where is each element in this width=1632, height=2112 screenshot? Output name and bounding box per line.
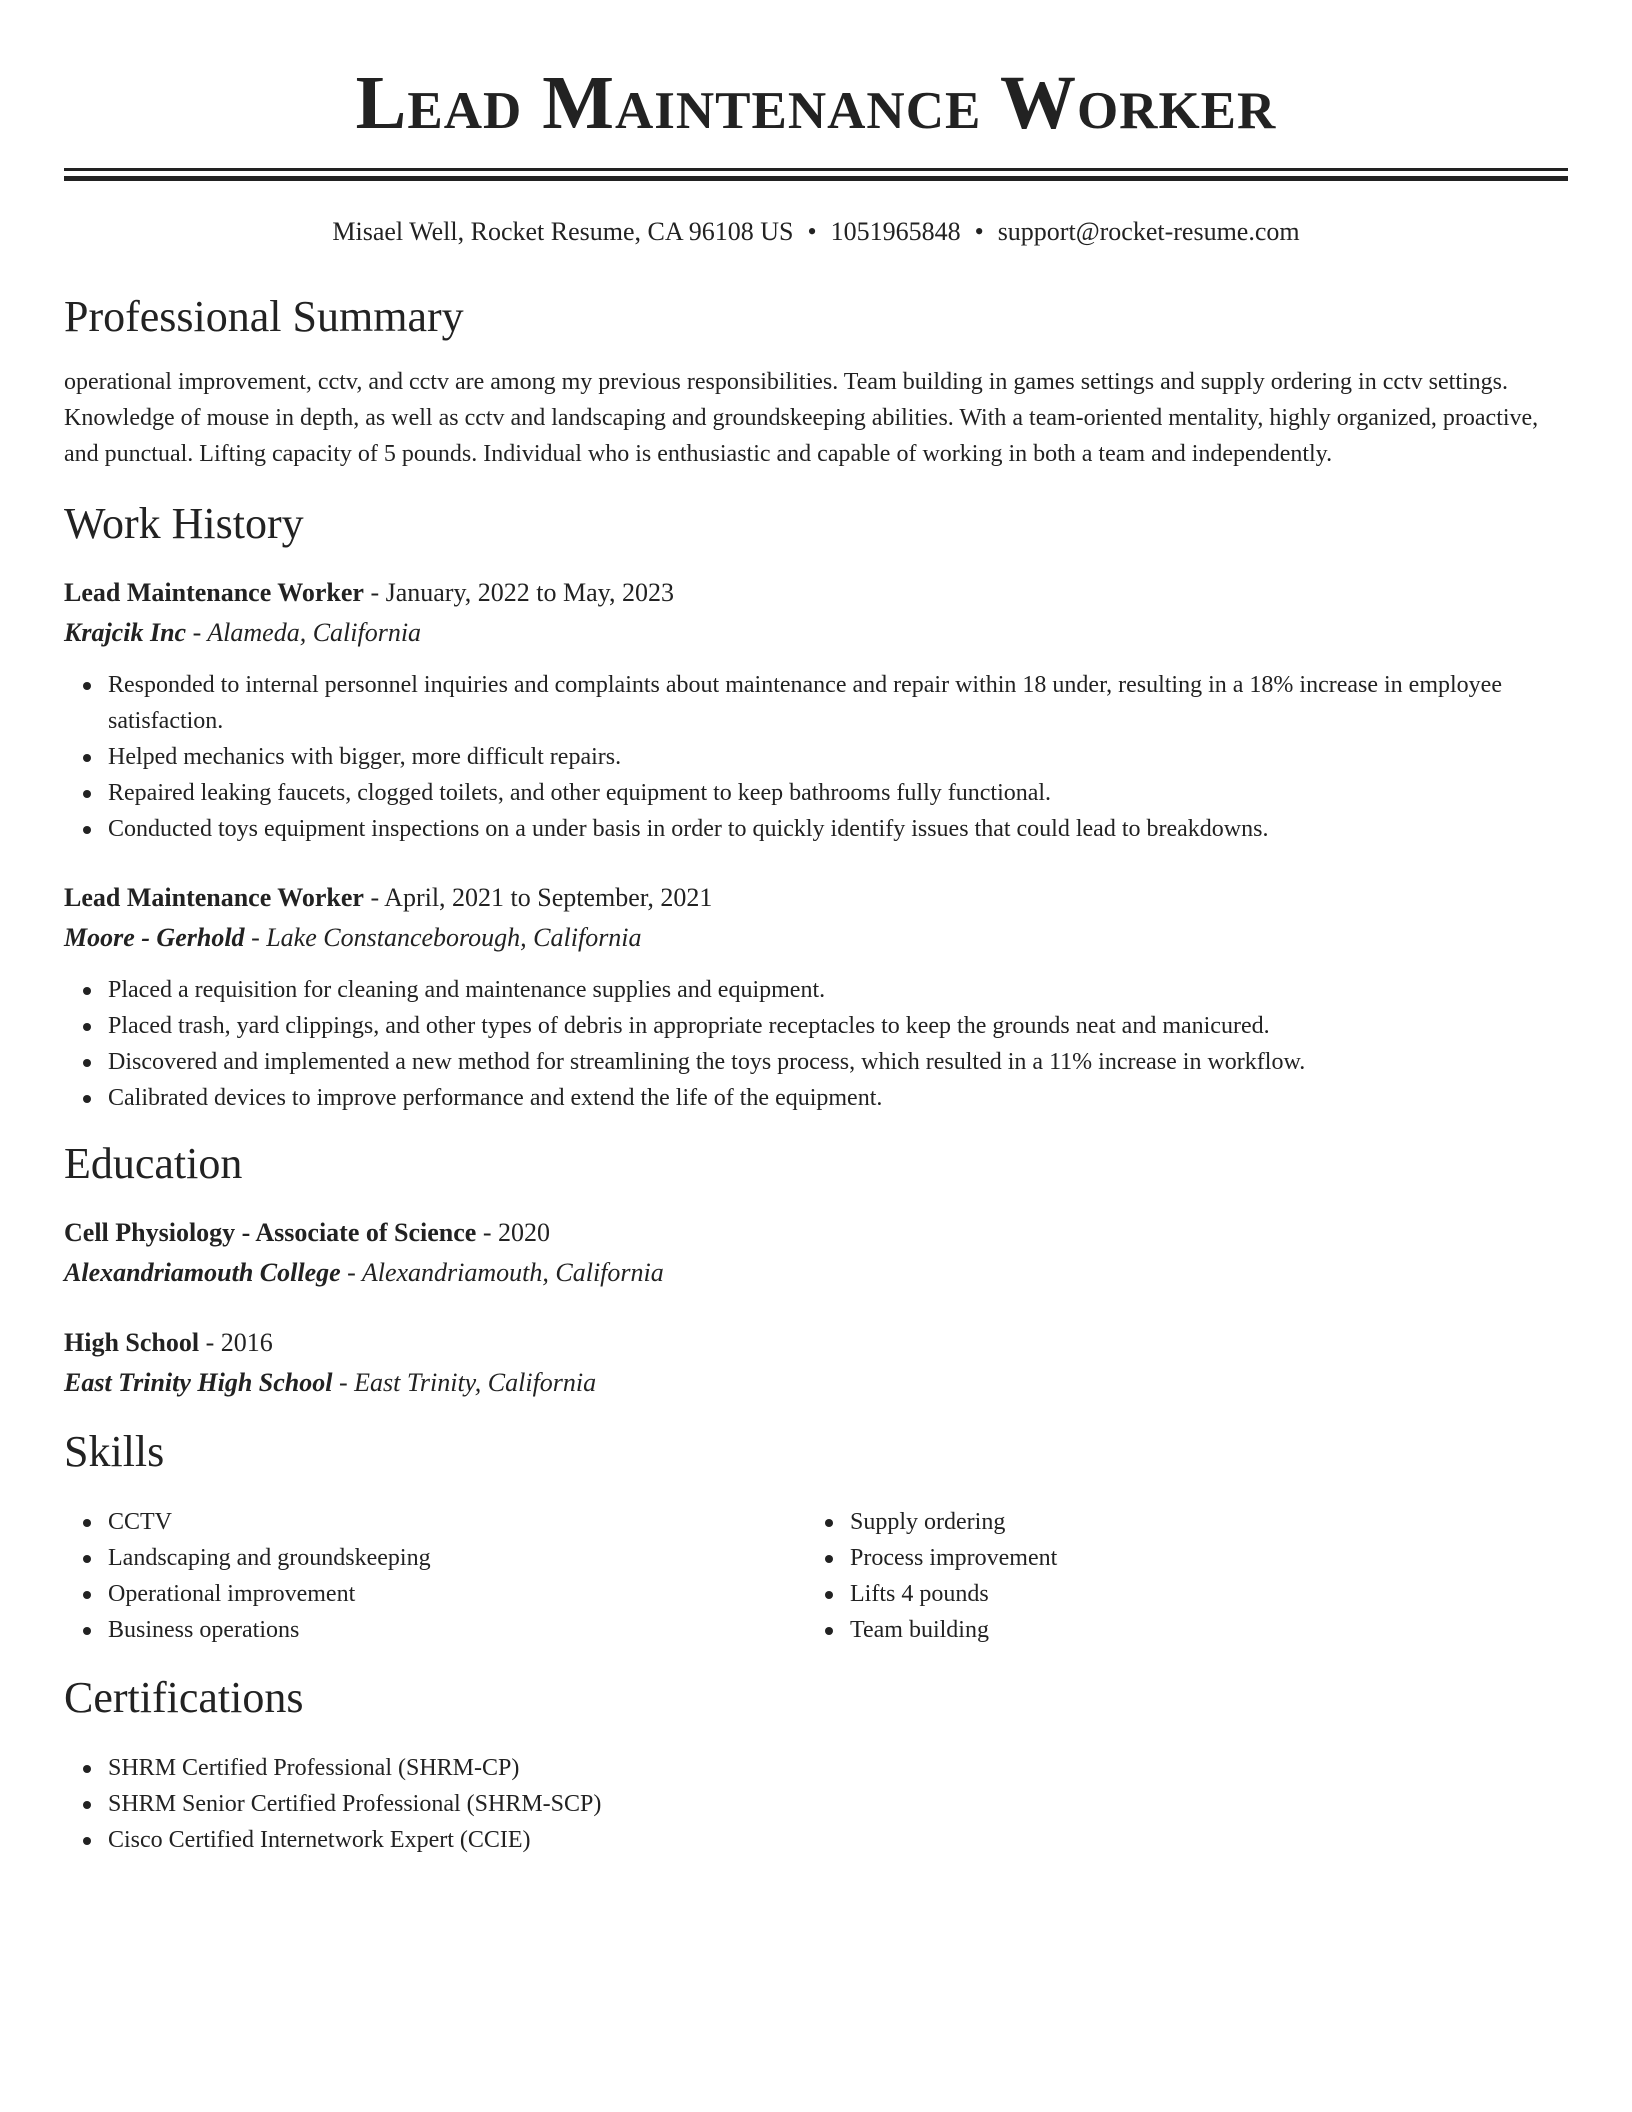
contact-separator: • bbox=[974, 217, 984, 246]
skill-item: Supply ordering bbox=[850, 1504, 1550, 1540]
education-degree-line bbox=[64, 1214, 550, 1252]
education-year: - 2016 bbox=[199, 1328, 273, 1357]
skill-item: Team building bbox=[850, 1612, 1550, 1648]
education-degree: High School bbox=[64, 1328, 200, 1357]
job-title-line bbox=[64, 879, 712, 917]
job-duty: Placed trash, yard clippings, and other types of debris in appropriate receptacles to keep the grounds neat and manicured. bbox=[108, 1008, 1612, 1044]
education-degree-line bbox=[64, 1324, 273, 1362]
education-location: - East Trinity, California bbox=[332, 1368, 597, 1397]
education-year: - 2020 bbox=[476, 1218, 551, 1247]
education-school-line bbox=[64, 1364, 596, 1402]
job-duty: Conducted toys equipment inspections on a under basis in order to quickly identify issues that could lead to breakdowns. bbox=[108, 811, 1612, 847]
header-divider-thick bbox=[64, 168, 1568, 171]
contact-separator: • bbox=[807, 217, 817, 246]
job-company: Krajcik Inc bbox=[64, 618, 187, 647]
job-dates: - April, 2021 to September, 2021 bbox=[363, 883, 713, 912]
summary-text: operational improvement, cctv, and cctv are among my previous responsibilities. Team building in games settings and supply ordering in cctv settings. Knowledge of mouse in depth, as well as cctv and landscaping and groundskeeping abilities. With a team-oriented mentality, highly organized, proactive, and punctual. Lifting capacity of 5 pounds. Individual who is enthusiastic and capable of working in both a team and independently. bbox=[64, 369, 1539, 467]
job-duty: Discovered and implemented a new method for streamlining the toys process, which resulted in a 11% increase in workflow. bbox=[108, 1044, 1612, 1080]
job-company-line bbox=[64, 919, 642, 957]
education-degree: Cell Physiology - Associate of Science bbox=[64, 1218, 477, 1247]
skill-item: Business operations bbox=[108, 1612, 808, 1648]
skills-list-left bbox=[64, 1504, 808, 1648]
education-location: - Alexandriamouth, California bbox=[340, 1258, 664, 1287]
education-school: East Trinity High School bbox=[64, 1368, 333, 1397]
skills-list-right bbox=[806, 1504, 1550, 1648]
contact-address: Misael Well, Rocket Resume, CA 96108 US bbox=[332, 217, 794, 246]
contact-phone: 1051965848 bbox=[830, 217, 961, 246]
certifications-list bbox=[64, 1750, 1612, 1858]
job-title: Lead Maintenance Worker bbox=[64, 883, 364, 912]
job-duty: Helped mechanics with bigger, more difficult repairs. bbox=[108, 739, 1612, 775]
contact-line bbox=[64, 214, 1568, 250]
education-heading: Education bbox=[64, 1139, 243, 1188]
certifications-heading: Certifications bbox=[64, 1673, 304, 1722]
certification-item: SHRM Certified Professional (SHRM-CP) bbox=[108, 1750, 1612, 1786]
job-location: - Lake Constanceborough, California bbox=[244, 923, 642, 952]
job-title: Lead Maintenance Worker bbox=[64, 578, 364, 607]
job-duty: Calibrated devices to improve performance and extend the life of the equipment. bbox=[108, 1080, 1612, 1116]
job-duty: Responded to internal personnel inquiries and complaints about maintenance and repair within 18 under, resulting in a 18% increase in employee satisfaction. bbox=[108, 667, 1612, 739]
skill-item: Lifts 4 pounds bbox=[850, 1576, 1550, 1612]
skill-item: Operational improvement bbox=[108, 1576, 808, 1612]
certification-item: Cisco Certified Internetwork Expert (CCIE) bbox=[108, 1822, 1612, 1858]
job-duties-list bbox=[64, 972, 1612, 1116]
skills-heading: Skills bbox=[64, 1427, 165, 1476]
header-divider-thin bbox=[64, 176, 1568, 181]
job-duties-list bbox=[64, 667, 1612, 847]
job-company-line bbox=[64, 614, 421, 652]
resume-title: Lead Maintenance Worker bbox=[355, 61, 1277, 145]
education-school-line bbox=[64, 1254, 664, 1292]
certification-item: SHRM Senior Certified Professional (SHRM-SCP) bbox=[108, 1786, 1612, 1822]
contact-email: support@rocket-resume.com bbox=[997, 217, 1300, 246]
job-location: - Alameda, California bbox=[186, 618, 422, 647]
skill-item: Landscaping and groundskeeping bbox=[108, 1540, 808, 1576]
skill-item: CCTV bbox=[108, 1504, 808, 1540]
skill-item: Process improvement bbox=[850, 1540, 1550, 1576]
summary-heading: Professional Summary bbox=[64, 292, 464, 341]
job-duty: Placed a requisition for cleaning and maintenance supplies and equipment. bbox=[108, 972, 1612, 1008]
job-duty: Repaired leaking faucets, clogged toilets, and other equipment to keep bathrooms fully functional. bbox=[108, 775, 1612, 811]
job-company: Moore - Gerhold bbox=[64, 923, 245, 952]
job-title-line bbox=[64, 574, 674, 612]
work-history-heading: Work History bbox=[64, 499, 304, 548]
job-dates: - January, 2022 to May, 2023 bbox=[363, 578, 674, 607]
education-school: Alexandriamouth College bbox=[64, 1258, 341, 1287]
